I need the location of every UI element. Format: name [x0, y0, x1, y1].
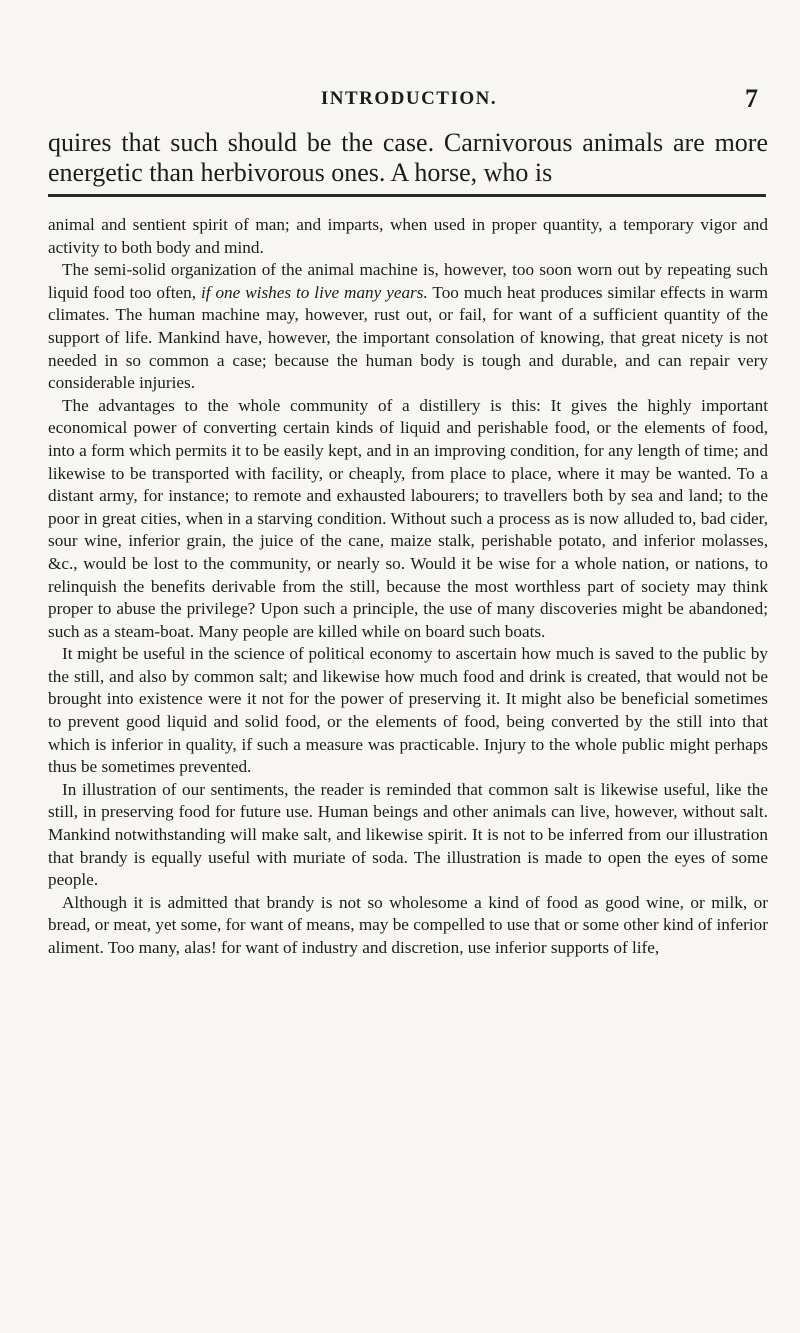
main-text: quires that such should be the case. Carnivorous animals are more energetic than herbivorous ones. A horse, who is — [48, 128, 768, 187]
footnote-text: The semi-solid organization of the animal machine is, however, too soon worn out by repeating such liquid food too often, — [48, 260, 768, 302]
running-header — [48, 84, 770, 118]
footnote-paragraph: animal and sentient spirit of man; and imparts, when used in proper quantity, a temporary vigor and activity to both body and mind. — [48, 215, 768, 257]
running-title: INTRODUCTION. — [320, 88, 498, 109]
footnote-paragraph: In illustration of our sentiments, the reader is reminded that common salt is likewise useful, like the still, in preserving food for future use. Human beings and other animals can live, however, without salt. Mankind notwithstanding will make salt, and likewise spirit. It is not to be inferred from our illustration that brandy is equally useful with muriate of soda. The illustration is made to open the eyes of some people. — [48, 779, 768, 890]
footnote-emphasis: if one wishes to live many years. — [200, 282, 428, 302]
footnote-paragraph: It might be useful in the science of political economy to ascertain how much is saved to the public by the still, and also by common salt; and likewise how much food and drink is created, that would not be brought into existence were it not for the power of preserving it. It might also be beneficial sometimes to prevent good liquid and solid food, or the elements of food, being converted by the still into that which is inferior in quality, if such a measure was practicable. Injury to the whole public might perhaps thus be sometimes prevented. — [48, 644, 768, 777]
footnote-paragraph: The advantages to the whole community of a distillery is this: It gives the highly important economical power of converting certain kinds of liquid and perishable food, or the elements of food, into a form which permits it to be easily kept, and in an improving condition, for any length of time; and likewise to be transported with facility, or cheaply, from place to place, where it may be wanted. To a distant army, for instance; to remote and exhausted labourers; to travellers both by sea and land; to the poor in great cities, when in a starving condition. Without such a process as is now alluded to, bad cider, sour wine, inferior grain, the juice of the cane, maize stalk, perishable potato, and inferior molasses, &c., would be lost to the community, or nearly so. Would it be wise for a whole nation, or nations, to relinquish the benefits derivable from the still, because the most worthless part of society may think proper to abuse the privilege? Upon such a principle, the use of many discoveries might be abandoned; such as a steam-boat. Many people are killed while on board such boats. — [48, 395, 768, 641]
footnote-paragraph — [48, 259, 768, 395]
page-number: 7 — [745, 84, 758, 113]
footnote-text: Too much heat produces similar effects in warm climates. The human machine may, however, rust out, or fail, for want of a sufficient quantity of the support of life. Mankind have, however, the important consolation of knowing, that great nicety is not needed in so common a case; because the human body is tough and durable, and can repair very considerable injuries. — [48, 282, 769, 393]
footnote-block — [48, 214, 768, 960]
footnote-divider — [48, 194, 766, 197]
footnote-paragraph: Although it is admitted that brandy is not so wholesome a kind of food as good wine, or milk, or bread, or meat, yet some, for want of means, may be compelled to use that or some other kind of inferior aliment. Too many, alas! for want of industry and discretion, use inferior supports of life, — [48, 892, 768, 957]
